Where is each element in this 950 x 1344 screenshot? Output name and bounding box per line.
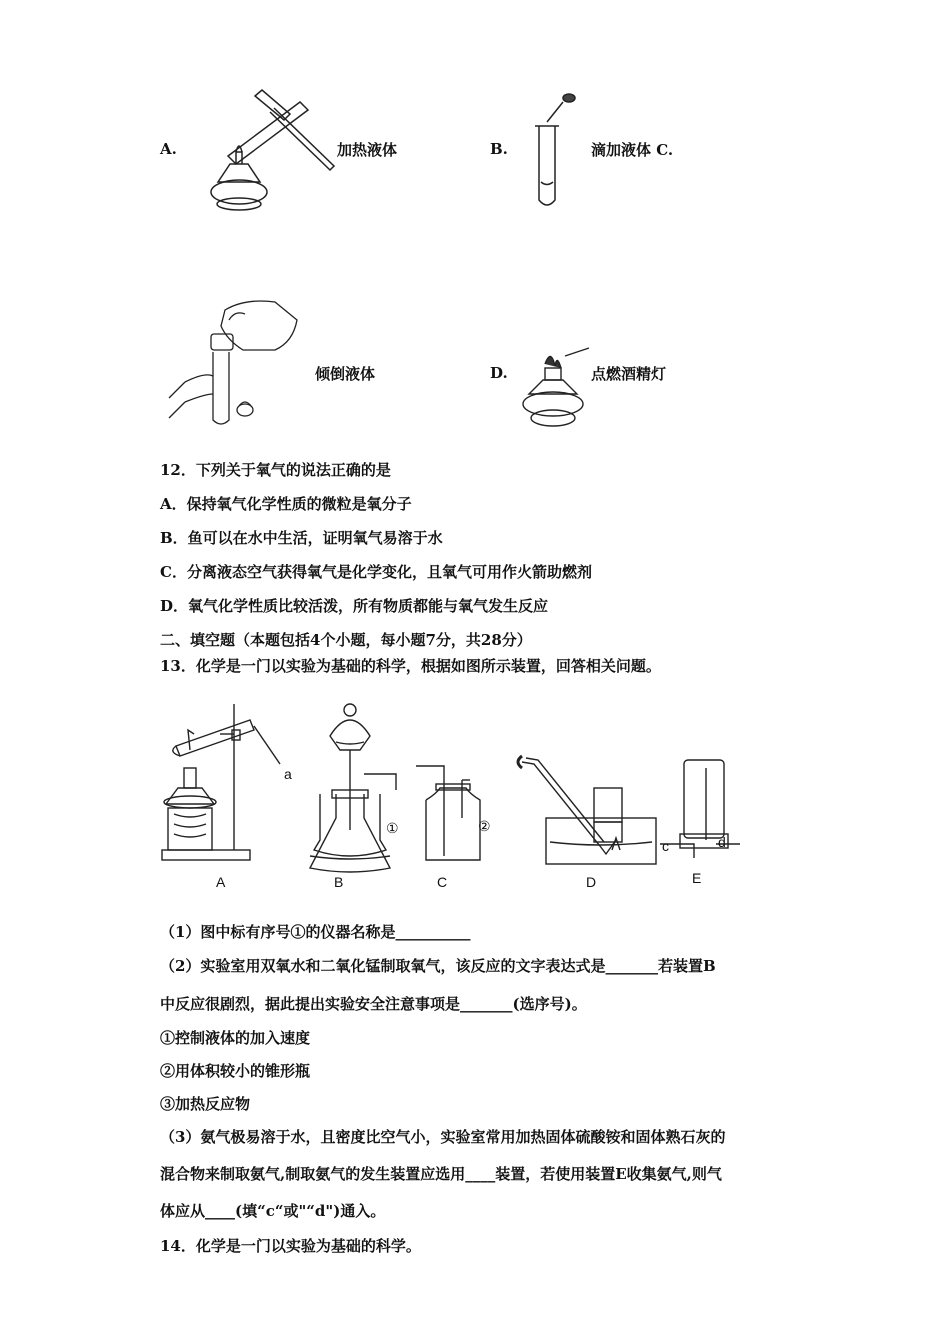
q13-part3-line2: 混合物来制取氨气,制取氨气的发生装置应选用____装置，若使用装置E收集氨气,则气 [160, 1165, 722, 1183]
fig-label-A: A [216, 874, 226, 890]
q14-stem: 14．化学是一门以实验为基础的科学。 [160, 1237, 421, 1255]
q13-part3-line3: 体应从____(填“c“或"“d")通入。 [160, 1202, 386, 1220]
fig-label-c: c [662, 838, 669, 854]
q13-part2-line1: （2）实验室用双氧水和二氧化锰制取氧气，该反应的文字表达式是_______若装置B [160, 957, 716, 975]
q12-option-a: A．保持氧气化学性质的微粒是氧分子 [160, 495, 412, 513]
option-b-text: 滴加液体 C. [591, 141, 674, 159]
fig-label-d: d [718, 834, 726, 850]
apparatus-a [162, 704, 280, 860]
lighting-alcohol-lamp-figure [515, 342, 595, 432]
q13-part3-line1: （3）氨气极易溶于水，且密度比空气小，实验室常用加热固体硫酸铵和固体熟石灰的 [160, 1128, 726, 1146]
q13-choice-1: ①控制液体的加入速度 [160, 1029, 311, 1047]
dropping-liquid-figure [525, 92, 585, 212]
apparatus-figure [160, 690, 750, 900]
apparatus-b [310, 704, 396, 872]
q13-part1: （1）图中标有序号①的仪器名称是__________ [160, 923, 471, 941]
q12-option-b: B．鱼可以在水中生活，证明氧气易溶于水 [160, 529, 443, 547]
fig-label-one: ① [386, 820, 399, 836]
q13-choice-3: ③加热反应物 [160, 1095, 251, 1113]
fig-label-C: C [437, 874, 448, 890]
fig-label-a-port: a [284, 766, 292, 782]
option-c-text: 倾倒液体 [315, 365, 376, 383]
option-a-text: 加热液体 [337, 141, 398, 159]
option-a-letter: A. [160, 140, 177, 158]
option-d-letter: D. [490, 364, 508, 382]
apparatus-e [660, 760, 740, 858]
apparatus-c [416, 766, 480, 860]
section-heading: 二、填空题（本题包括4个小题，每小题7分，共28分） [160, 631, 532, 649]
fig-label-two: ② [478, 818, 491, 834]
option-b-letter: B. [490, 140, 508, 158]
heating-liquid-figure [200, 92, 340, 217]
q13-stem: 13．化学是一门以实验为基础的科学，根据如图所示装置，回答相关问题。 [160, 657, 661, 675]
apparatus-d [518, 756, 656, 864]
q12-option-c: C．分离液态空气获得氧气是化学变化，且氧气可用作火箭助燃剂 [160, 563, 592, 581]
q13-part2-line2: 中反应很剧烈，据此提出实验安全注意事项是_______(选序号)。 [160, 995, 587, 1013]
q12-option-d: D．氧气化学性质比较活泼，所有物质都能与氧气发生反应 [160, 597, 549, 615]
option-d-text: 点燃酒精灯 [591, 365, 667, 383]
fig-label-E: E [692, 870, 702, 886]
fig-label-D: D [586, 874, 597, 890]
fig-label-B: B [334, 874, 344, 890]
q12-stem: 12．下列关于氧气的说法正确的是 [160, 461, 391, 479]
pouring-liquid-figure [165, 290, 305, 425]
q13-choice-2: ②用体积较小的锥形瓶 [160, 1062, 311, 1080]
